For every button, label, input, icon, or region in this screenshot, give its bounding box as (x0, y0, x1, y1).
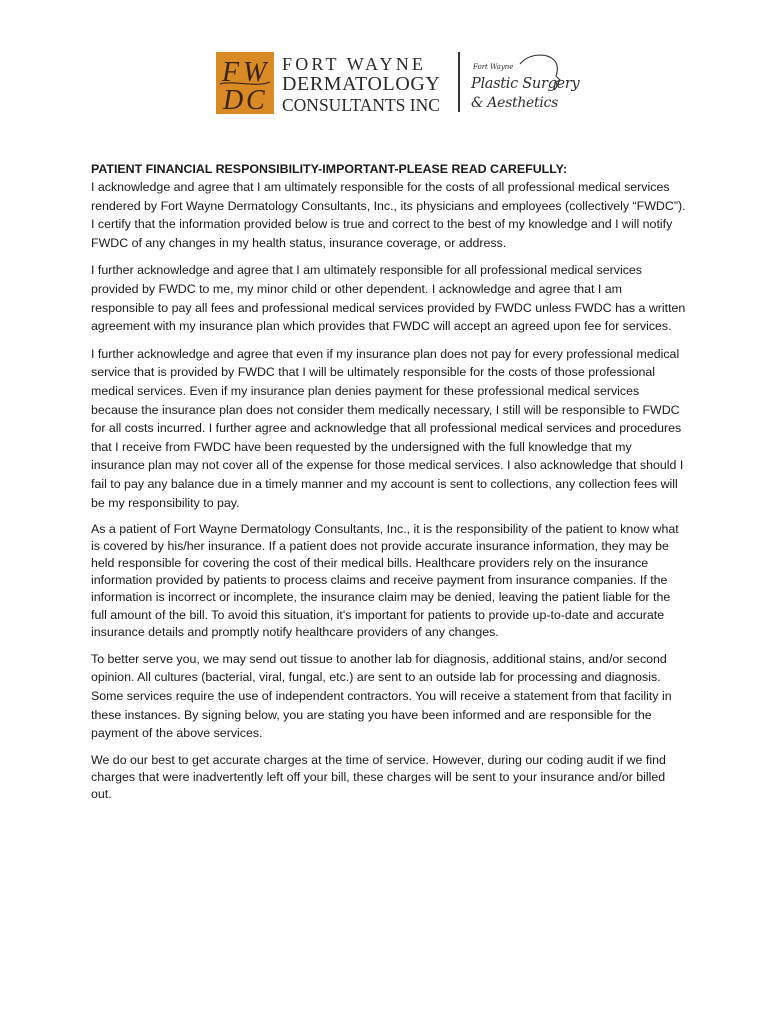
ps-logo-small-text: Fort Wayne (473, 63, 514, 71)
ps-logo-main-text: Plastic Surgery (471, 76, 580, 92)
paragraph-insurance-coverage: I further acknowledge and agree that even if my insurance plan does not pay for every professional medical service that is provided by FWDC that I will be ultimately responsible for the costs of those professional medical services. Even if my insurance plan denies payment for these professional medical services because the insurance plan does not consider them medically necessary, I still will be responsible to FWDC for all costs incurred. I further agree and acknowledge that all professional medical services and procedures that I receive from FWDC have been requested by the undersigned with the full knowledge that my insurance plan may not cover all of the expense for those medical services. I also acknowledge that should I fail to pay any balance due in a timely manner and my account is sent to collections, any collection fees will be my responsibility to pay. (91, 346, 684, 510)
ps-logo-sub-text: & Aesthetics (471, 95, 558, 111)
paragraph-outside-lab: To better serve you, we may send out tissue to another lab for diagnosis, additional stains, and/or second opinion. All cultures (bacterial, viral, fungal, etc.) are sent to an outside lab for processing and diagnosis. Some services require the use of independent contractors. You will receive a statement from that facility in these instances. By signing below, you are stating you have been informed and are responsible for the payment of the above services. (91, 651, 672, 741)
paragraph-patient-responsibility: As a patient of Fort Wayne Dermatology Consultants, Inc., it is the responsibility of the patient to know what is covered by his/her insurance. If a patient does not provide accurate insurance information, they may be held responsible for covering the cost of their medical bills. Healthcare providers rely on the insurance information provided by patients to process claims and receive payment from insurance companies. If the information is incorrect or incomplete, the insurance claim may be denied, leaving the patient liable for the full amount of the bill. To avoid this situation, it's important for patients to provide up-to-date and accurate insurance details and promptly notify healthcare providers of any changes. (91, 522, 679, 639)
svg-text:F: F (222, 57, 240, 88)
fwdc-wordmark (282, 54, 452, 115)
logo-line-dermatology: DERMATOLOGY (282, 73, 441, 95)
paragraph-acknowledgement: I acknowledge and agree that I am ultimately responsible for the costs of all professional medical services rendered by Fort Wayne Dermatology Consultants, Inc., its physicians and employees (collectively “FWDC”). I certify that the information provided below is true and correct to the best of my knowledge and I will notify FWDC of any changes in my health status, insurance coverage, or address. (91, 180, 686, 250)
page-header (0, 0, 770, 130)
paragraph-dependents: I further acknowledge and agree that I am ultimately responsible for all professional medical services provided by FWDC to me, my minor child or other dependent. I acknowledge and agree that I am responsible to pay all fees and professional medical services provided by FWDC unless FWDC has a written agreement with my insurance plan which provides that FWDC will accept an agreed upon fee for services. (91, 263, 686, 334)
logo-divider (458, 52, 460, 112)
plastic-surgery-logo (468, 50, 580, 116)
document-heading: PATIENT FINANCIAL RESPONSIBILITY-IMPORTANT-PLEASE READ CAREFULLY: (91, 162, 568, 176)
document-body (91, 160, 688, 803)
fwdc-monogram-icon (216, 52, 274, 114)
svg-text:D: D (223, 85, 244, 114)
fwdc-monogram-logo (216, 52, 274, 114)
logo-line-consultants: CONSULTANTS INC (282, 95, 440, 115)
svg-text:C: C (246, 85, 265, 114)
logo-line-fort-wayne: FORT WAYNE (282, 54, 427, 74)
paragraph-coding-audit: We do our best to get accurate charges at the time of service. However, during our coding audit if we find charges that were inadvertently left off your bill, these charges will be sent to your insurance and/or billed out. (91, 752, 666, 801)
fort-wayne-dermatology-logo (216, 52, 448, 114)
svg-text:W: W (243, 57, 267, 88)
